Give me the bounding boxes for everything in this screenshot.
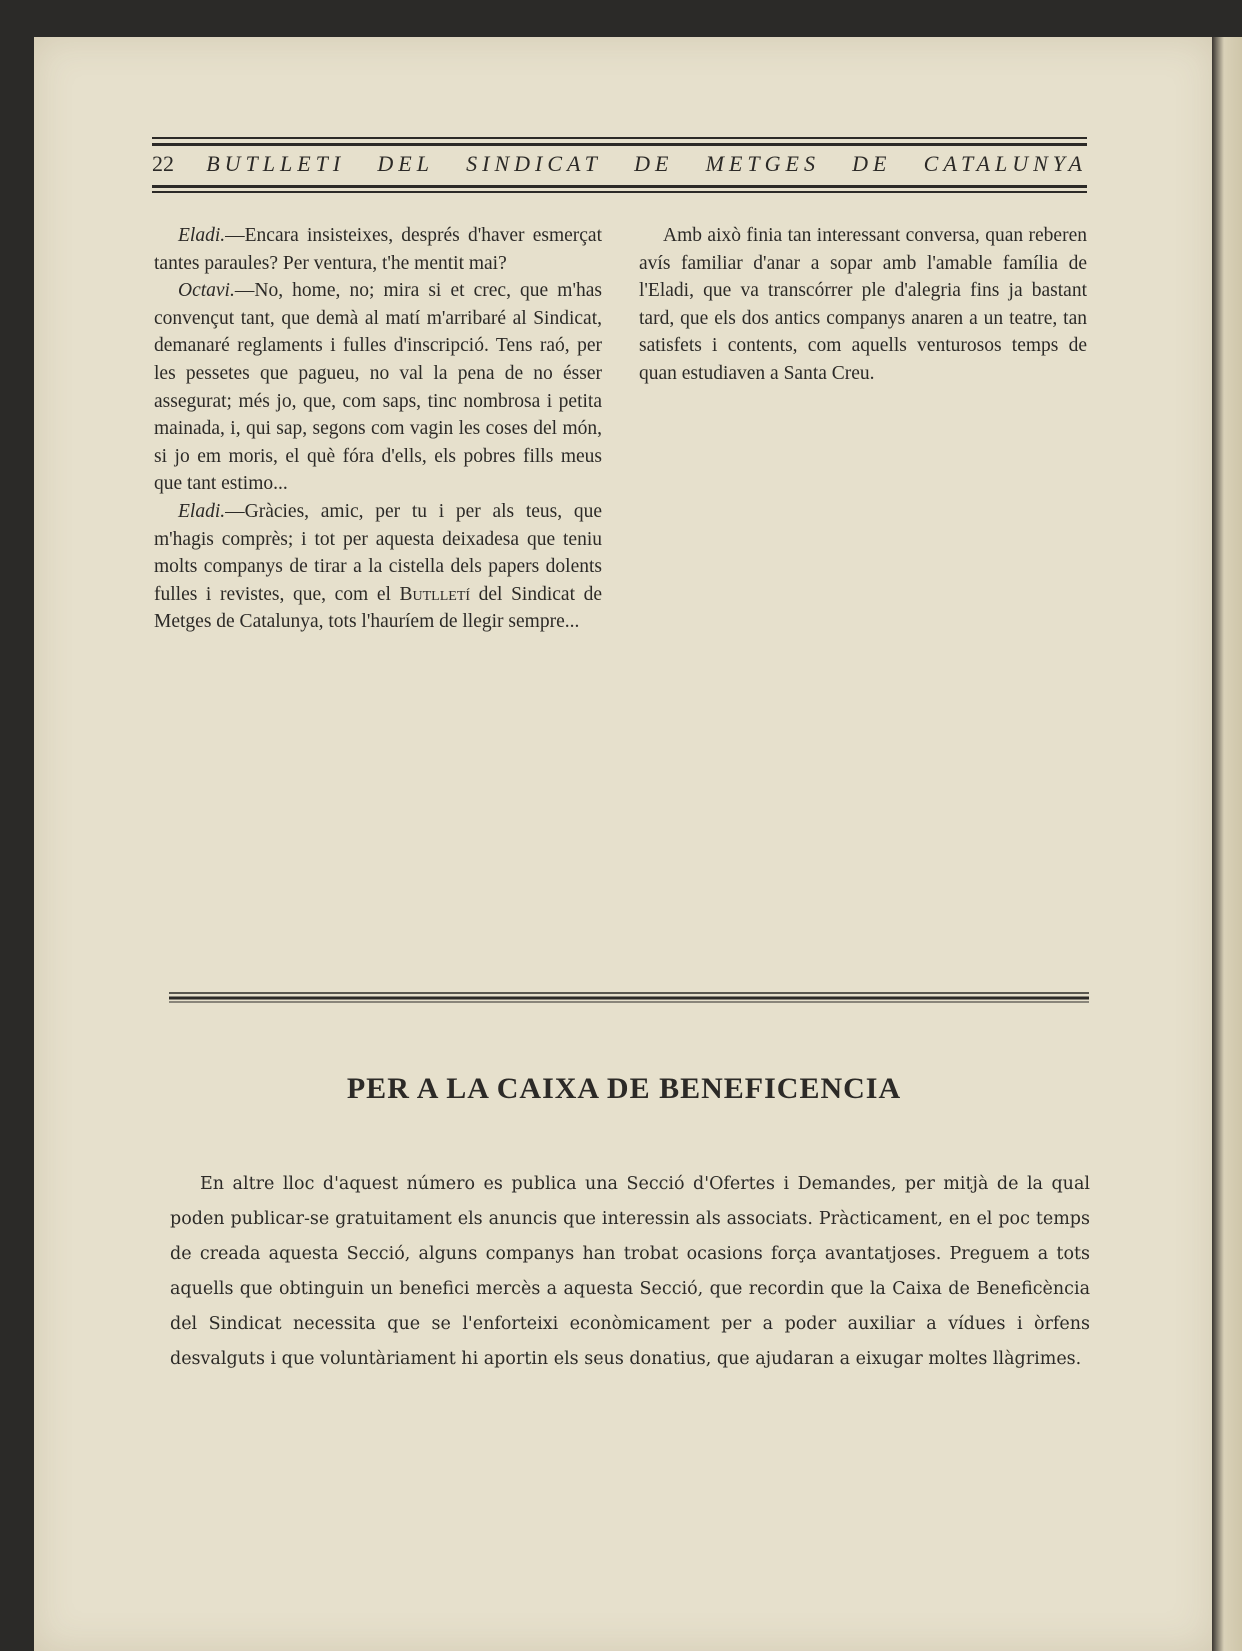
header-rule-top-thin <box>152 137 1087 139</box>
dialogue-text: —No, home, no; mira si et crec, que m'has convençut tant, que demà al matí m'arribaré al Sindicat, demanaré reglaments i fulles d'inscripció. Tens raó, per les pessetes que pagueu, no val la pena de no ésser assegurat; més jo, que, com saps, tinc nombrosa i petita mainada, i, qui sap, segons com vagin les coses del món, si jo em moris, el què fóra d'ells, els pobres fills meus que tant estimo... <box>154 280 602 495</box>
header-word: SINDICAT <box>466 151 602 176</box>
dialogue-text: —Encara insisteixes, després d'haver esmerçat tantes paraules? Per ventura, t'he mentit mai? <box>154 225 602 274</box>
narrative-paragraph <box>639 222 1087 388</box>
dialogue-text: del Sindicat de Metges de Catalunya, tots l'hauríem de llegir sempre... <box>154 583 603 633</box>
next-page-edge <box>1212 37 1242 1651</box>
header-word: CATALUNYA <box>923 151 1087 176</box>
section-body: En altre lloc d'aquest número es publica una Secció d'Ofertes i Demandes, per mitjà de la qual poden publicar-se gratuitament els anuncis que interessin als associats. Pràcticament, en el poc temps de creada aquesta Secció, alguns companys han trobat ocasions força avantatjoses. Preguem a tots aquells que obtinguin un benefici mercès a aquesta Secció, que recordin que la Caixa de Beneficència del Sindicat necessita que se l'enforteixi econòmicament per a poder auxiliar a vídues i òrfens desvalguts i que voluntàriament hi aportin els seus donatius, que ajudaran a eixugar moltes llàgrimes. <box>170 1174 1090 1369</box>
section-title: PER A LA CAIXA DE BENEFICENCIA <box>346 1072 902 1105</box>
left-column <box>154 222 602 636</box>
bulletin-name: Butlletí <box>399 583 471 605</box>
header-word: METGES <box>705 151 820 176</box>
dialogue-paragraph <box>154 498 602 636</box>
narrative-text: Amb això finia tan interessant conversa, quan reberen avís familiar d'anar a sopar amb l'amable família de l'Eladi, que va transcórrer ple d'alegria fins ja bastant tard, que els dos antics companys anaren a un teatre, tan satisfets i contents, com aquells venturosos temps de quan estudiaven a Santa Creu. <box>639 225 1087 384</box>
speaker-name: Octavi. <box>178 280 235 302</box>
dialogue-text: —Gràcies, amic, per tu i per als teus, que m'hagis comprès; i tot per aquesta deixadesa que teniu molts companys de tirar a la cistella dels papers dolents fulles i revistes, que, com el <box>154 500 602 605</box>
section-divider <box>169 990 1089 1004</box>
header-word: BUTLLETI <box>206 151 346 176</box>
speaker-name: Eladi. <box>178 225 226 246</box>
right-column <box>639 222 1087 388</box>
header-word: DE <box>634 151 674 176</box>
document-page <box>34 37 1214 1651</box>
dialogue-paragraph <box>154 222 602 277</box>
header-rule-bottom-thick <box>152 185 1087 188</box>
header-title <box>152 151 1087 181</box>
header-word: DEL <box>377 151 434 176</box>
header-rule-bottom-thin <box>152 191 1087 193</box>
header-rule-top-thick <box>152 143 1087 146</box>
page-number: 22 <box>152 151 174 176</box>
speaker-name: Eladi. <box>178 500 226 522</box>
header-word: DE <box>852 151 892 176</box>
running-header <box>152 107 1087 207</box>
dialogue-paragraph <box>154 277 602 498</box>
